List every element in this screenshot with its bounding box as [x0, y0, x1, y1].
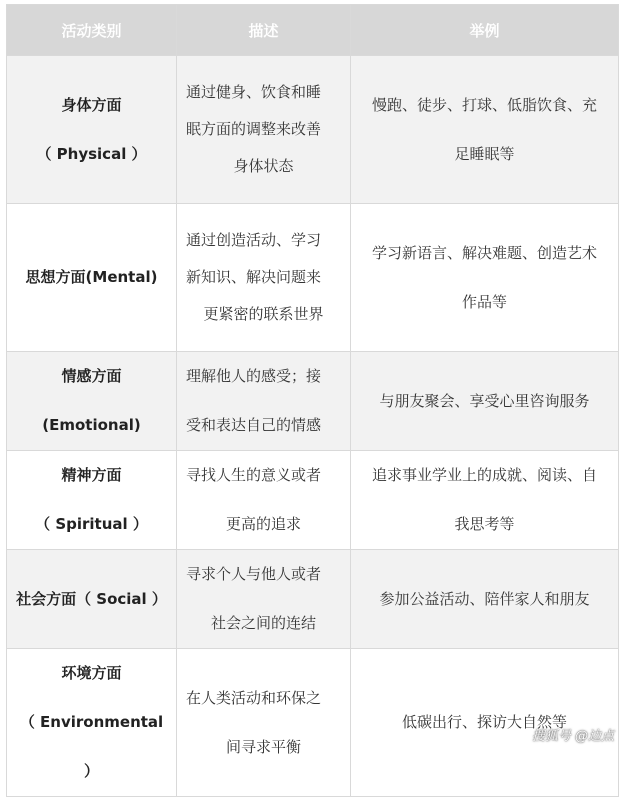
- description-text: 眠方面的调整来改善: [186, 120, 322, 138]
- category-cell: [7, 550, 177, 649]
- description-text: 寻找人生的意义或者: [186, 466, 322, 484]
- description-text: 在人类活动和环保之: [186, 688, 322, 707]
- description-text: 更高的追求: [225, 515, 301, 533]
- description-text: 新知识、解决问题来: [186, 268, 322, 286]
- category-text: 身体方面: [61, 95, 122, 114]
- category-cell: [7, 352, 177, 451]
- description-text: 通过健身、饮食和睡: [186, 83, 322, 101]
- category-text: 精神方面: [61, 466, 122, 484]
- category-text: (Emotional): [42, 416, 141, 434]
- example-cell: [351, 451, 619, 550]
- category-text: 情感方面: [61, 367, 122, 385]
- category-text: （ Spiritual ）: [35, 515, 148, 533]
- description-cell: [177, 204, 351, 352]
- description-text: 间寻求平衡: [225, 737, 301, 756]
- description-cell: [177, 56, 351, 204]
- table-header-row: [7, 5, 619, 56]
- watermark-logo: 搜狐号 @边点: [531, 729, 614, 744]
- category-cell: [7, 451, 177, 550]
- description-cell: [177, 550, 351, 649]
- category-text: 思想方面(Mental): [25, 268, 158, 286]
- table-row-mental: [7, 204, 619, 352]
- header-category: 活动类别: [7, 5, 177, 56]
- example-text: 低碳出行、探访大自然等: [401, 713, 567, 731]
- category-text: 环境方面: [61, 664, 122, 682]
- category-cell: [7, 56, 177, 204]
- table-row-environmental: [7, 649, 619, 797]
- table-row-spiritual: [7, 451, 619, 550]
- description-text: 通过创造活动、学习: [186, 231, 322, 249]
- category-cell: [7, 649, 177, 797]
- example-text: 我思考等: [454, 515, 515, 533]
- header-example: 举例: [351, 5, 619, 56]
- header-description: 描述: [177, 5, 351, 56]
- description-text: 受和表达自己的情感: [186, 416, 322, 434]
- example-cell: [351, 352, 619, 451]
- table-row-social: [7, 550, 619, 649]
- table-row-physical: [7, 56, 619, 204]
- example-cell: [351, 204, 619, 352]
- table-row-emotional: [7, 352, 619, 451]
- description-cell: [177, 649, 351, 797]
- category-cell: [7, 204, 177, 352]
- description-text: 理解他人的感受；接: [186, 367, 322, 385]
- category-text: （ Physical ）: [36, 144, 147, 163]
- description-cell: [177, 352, 351, 451]
- category-text: （ Environmental ）: [19, 713, 164, 780]
- example-text: 参加公益活动、陪伴家人和朋友: [379, 589, 590, 608]
- example-text: 足睡眠等: [454, 144, 515, 163]
- activity-table: [6, 4, 619, 797]
- example-cell: [351, 56, 619, 204]
- description-text: 寻求个人与他人或者: [186, 565, 322, 583]
- description-text: 社会之间的连结: [210, 614, 316, 632]
- description-text: 身体状态: [233, 157, 294, 175]
- example-text: 作品等: [461, 292, 507, 311]
- example-text: 学习新语言、解决难题、创造艺术: [371, 243, 597, 262]
- category-text: 社会方面（ Social ）: [16, 589, 167, 608]
- example-cell: [351, 550, 619, 649]
- example-text: 慢跑、徒步、打球、低脂饮食、充: [371, 95, 597, 114]
- description-cell: [177, 451, 351, 550]
- description-text: 更紧密的联系世界: [203, 305, 324, 323]
- example-text: 与朋友聚会、享受心里咨询服务: [379, 391, 590, 410]
- example-text: 追求事业学业上的成就、阅读、自: [371, 466, 597, 484]
- example-cell: [351, 649, 619, 797]
